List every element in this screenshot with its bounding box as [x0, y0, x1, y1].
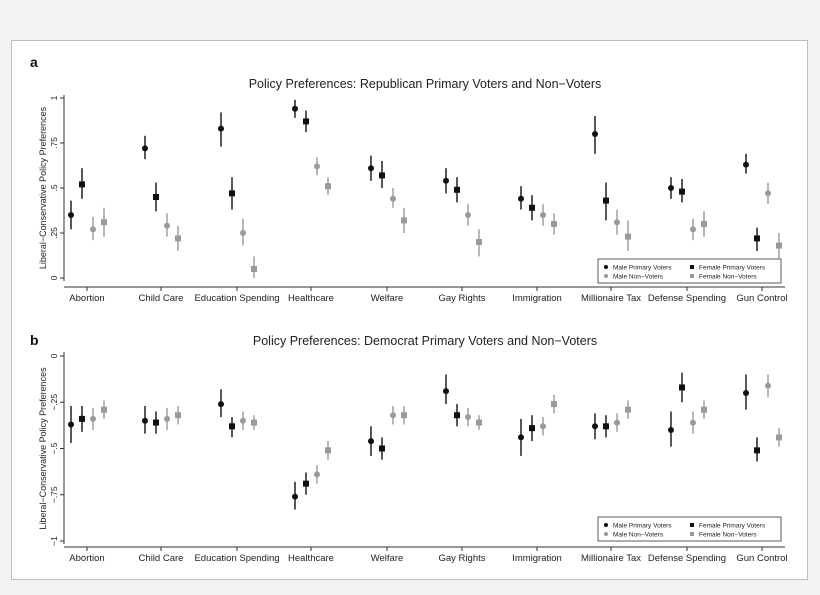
- x-tick-label-a: Gay Rights: [438, 293, 486, 304]
- data-point-b: [603, 423, 609, 429]
- data-point-b: [90, 416, 96, 422]
- y-tick-label-b: −.75: [49, 486, 59, 504]
- x-tick-label-a: Millionaire Tax: [580, 293, 642, 304]
- x-tick-label-a: Defense Spending: [647, 293, 727, 304]
- data-point-a: [551, 221, 557, 227]
- x-tick-label-a: Immigration: [512, 293, 562, 304]
- x-tick-label-b: Education Spending: [194, 553, 280, 564]
- data-point-a: [390, 196, 396, 202]
- data-point-b: [314, 471, 320, 477]
- legend-marker-b: [690, 523, 694, 527]
- data-point-a: [218, 126, 224, 132]
- x-tick-label-b: Welfare: [370, 553, 404, 564]
- data-point-b: [101, 407, 107, 413]
- data-point-b: [679, 384, 685, 390]
- data-point-a: [518, 196, 524, 202]
- legend-label-a: Female Primary Voters: [699, 264, 766, 272]
- data-point-a: [476, 239, 482, 245]
- data-point-a: [101, 219, 107, 225]
- data-point-a: [240, 230, 246, 236]
- data-point-a: [690, 226, 696, 232]
- legend-label-b: Male Primary Voters: [613, 522, 672, 530]
- x-tick-label-b: Healthcare: [288, 553, 334, 564]
- data-point-b: [765, 383, 771, 389]
- x-tick-label-a: Gun Control: [736, 293, 788, 304]
- legend-marker-b: [690, 532, 694, 536]
- data-point-b: [401, 412, 407, 418]
- data-point-a: [668, 185, 674, 191]
- data-point-a: [142, 145, 148, 151]
- data-point-b: [776, 434, 782, 440]
- data-point-a: [679, 189, 685, 195]
- data-point-b: [240, 418, 246, 424]
- data-point-a: [754, 235, 760, 241]
- data-point-b: [142, 418, 148, 424]
- data-point-a: [368, 165, 374, 171]
- data-point-a: [325, 183, 331, 189]
- chart-title-b: Policy Preferences: Democrat Primary Voters and Non−Voters: [252, 334, 598, 348]
- data-point-a: [90, 226, 96, 232]
- y-tick-label-b: 0: [49, 353, 59, 359]
- x-tick-label-b: Abortion: [69, 553, 105, 564]
- data-point-b: [701, 407, 707, 413]
- panel-letter-b: b: [30, 332, 39, 348]
- data-point-a: [701, 221, 707, 227]
- data-point-b: [153, 420, 159, 426]
- data-point-b: [529, 425, 535, 431]
- x-tick-label-a: Child Care: [138, 293, 184, 304]
- y-tick-label-a: .25: [49, 227, 59, 239]
- data-point-a: [164, 223, 170, 229]
- x-tick-label-a: Welfare: [370, 293, 404, 304]
- data-point-b: [592, 423, 598, 429]
- legend-marker-a: [604, 265, 608, 269]
- legend-marker-a: [690, 265, 694, 269]
- data-point-a: [603, 198, 609, 204]
- y-axis-label-a: Liberal−Conservative Policy Preferences: [38, 106, 48, 270]
- data-point-a: [79, 181, 85, 187]
- x-tick-label-b: Gay Rights: [438, 553, 486, 564]
- data-point-b: [454, 412, 460, 418]
- legend-marker-a: [604, 274, 608, 278]
- data-point-a: [401, 217, 407, 223]
- data-point-a: [229, 190, 235, 196]
- data-point-a: [776, 243, 782, 249]
- x-tick-label-b: Millionaire Tax: [580, 553, 642, 564]
- y-tick-label-a: .75: [49, 137, 59, 149]
- data-point-b: [551, 401, 557, 407]
- data-point-a: [379, 172, 385, 178]
- data-point-b: [476, 420, 482, 426]
- legend-label-b: Female Primary Voters: [699, 522, 766, 530]
- data-point-b: [79, 416, 85, 422]
- data-point-a: [592, 131, 598, 137]
- data-point-b: [614, 420, 620, 426]
- data-point-a: [68, 212, 74, 218]
- legend-marker-b: [604, 523, 608, 527]
- data-point-b: [379, 446, 385, 452]
- x-tick-label-b: Child Care: [138, 553, 184, 564]
- data-point-b: [68, 421, 74, 427]
- data-point-b: [390, 412, 396, 418]
- legend-marker-a: [690, 274, 694, 278]
- data-point-a: [443, 178, 449, 184]
- data-point-b: [325, 447, 331, 453]
- data-point-b: [175, 412, 181, 418]
- x-tick-label-a: Education Spending: [194, 293, 280, 304]
- legend-label-b: Female Non−Voters: [699, 531, 757, 539]
- data-point-b: [743, 390, 749, 396]
- chart-title-a: Policy Preferences: Republican Primary Voters and Non−Voters: [248, 77, 602, 91]
- data-point-b: [303, 481, 309, 487]
- data-point-b: [625, 407, 631, 413]
- y-tick-label-a: .5: [49, 184, 59, 192]
- data-point-a: [175, 235, 181, 241]
- data-point-b: [443, 388, 449, 394]
- data-point-a: [292, 106, 298, 112]
- data-point-b: [668, 427, 674, 433]
- legend-label-a: Female Non−Voters: [699, 273, 757, 281]
- x-tick-label-a: Abortion: [69, 293, 105, 304]
- legend-marker-b: [604, 532, 608, 536]
- data-point-a: [529, 205, 535, 211]
- data-point-a: [765, 190, 771, 196]
- data-point-a: [625, 234, 631, 240]
- data-point-a: [454, 187, 460, 193]
- legend-label-b: Male Non−Voters: [613, 531, 664, 539]
- data-point-b: [368, 438, 374, 444]
- data-point-a: [153, 194, 159, 200]
- legend-label-a: Male Primary Voters: [613, 264, 672, 272]
- data-point-b: [229, 423, 235, 429]
- legend-label-a: Male Non−Voters: [613, 273, 664, 281]
- x-tick-label-b: Defense Spending: [647, 553, 727, 564]
- y-axis-label-b: Liberal−Conservative Policy Preferences: [38, 367, 48, 530]
- data-point-b: [518, 434, 524, 440]
- data-point-b: [164, 416, 170, 422]
- y-tick-label-b: −.5: [49, 442, 59, 455]
- data-point-b: [690, 420, 696, 426]
- data-point-a: [303, 118, 309, 124]
- x-tick-label-a: Healthcare: [288, 293, 334, 304]
- data-point-a: [465, 212, 471, 218]
- data-point-b: [292, 494, 298, 500]
- data-point-b: [540, 423, 546, 429]
- data-point-b: [251, 420, 257, 426]
- data-point-b: [218, 401, 224, 407]
- y-tick-label-a: 1: [49, 95, 59, 101]
- y-tick-label-b: −.25: [49, 393, 59, 411]
- data-point-a: [314, 163, 320, 169]
- data-point-a: [614, 219, 620, 225]
- data-point-a: [743, 162, 749, 168]
- x-tick-label-b: Gun Control: [736, 553, 788, 564]
- y-tick-label-b: −1: [49, 536, 59, 546]
- data-point-a: [251, 266, 257, 272]
- data-point-a: [540, 212, 546, 218]
- panel-letter-a: a: [30, 54, 38, 70]
- y-tick-label-a: 0: [49, 275, 59, 281]
- x-tick-label-b: Immigration: [512, 553, 562, 564]
- data-point-b: [465, 414, 471, 420]
- data-point-b: [754, 447, 760, 453]
